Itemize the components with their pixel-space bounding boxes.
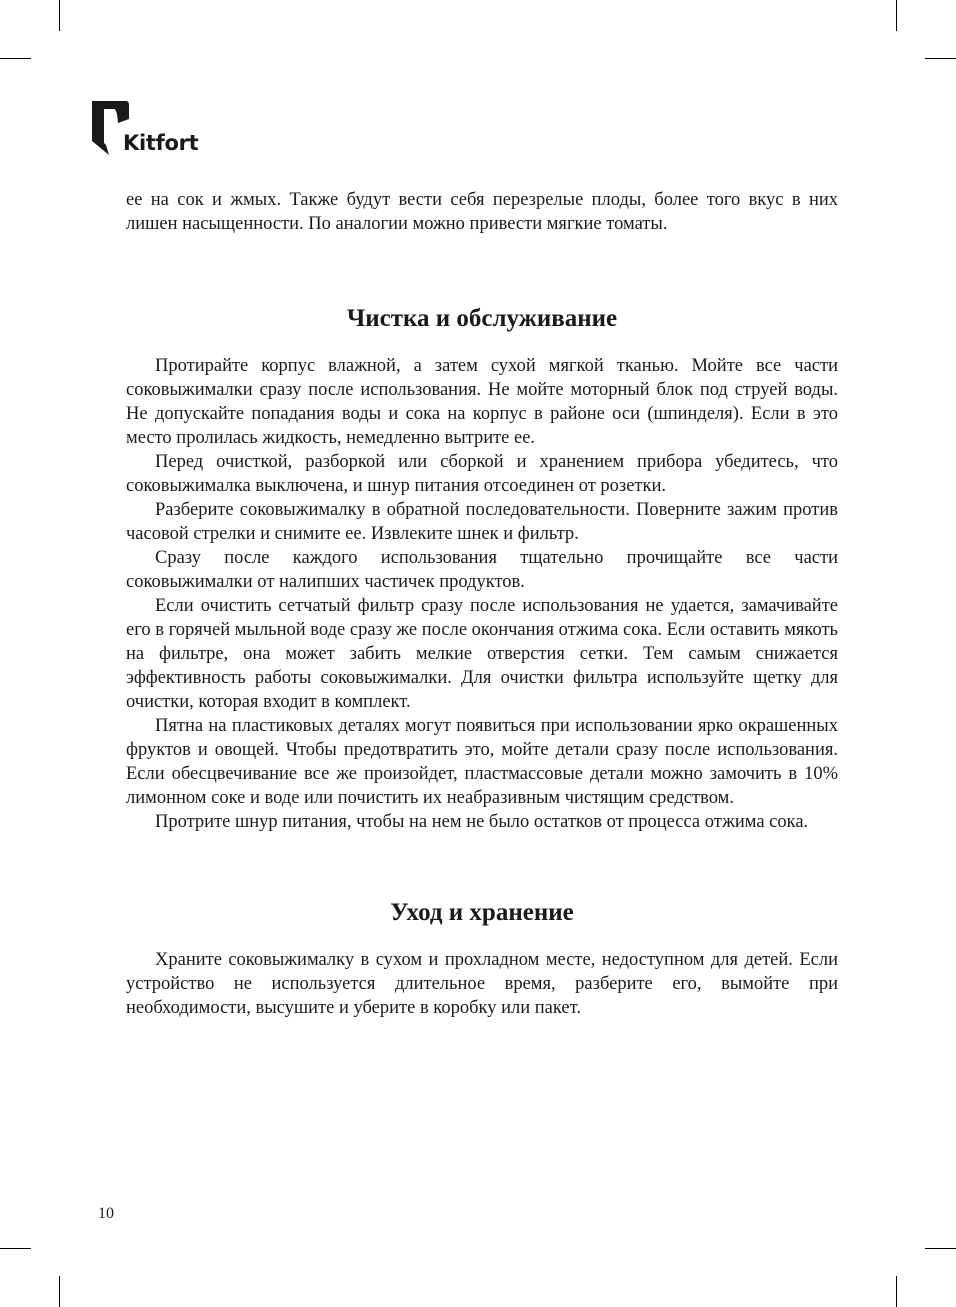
intro-paragraph: ее на сок и жмых. Также будут вести себя перезрелые плоды, более того вкус в них лишен насыщенности. По аналогии можно привести мягкие томаты. [126, 190, 838, 234]
crop-mark-bottom-right-h [925, 1248, 956, 1249]
crop-mark-top-left [59, 0, 60, 31]
cleaning-paragraph-7: Протрите шнур питания, чтобы на нем не было остатков от процесса отжима сока. [155, 812, 809, 832]
crop-mark-bottom-right [896, 1276, 897, 1307]
brand-name: Kitfort [123, 131, 199, 155]
cleaning-paragraph-4: Сразу после каждого использования тщательно прочищайте все части соковыжималки от налипших частичек продуктов. [126, 548, 838, 592]
crop-mark-bottom-left [59, 1276, 60, 1307]
section-title-storage: Уход и хранение [390, 899, 574, 926]
cleaning-paragraph-6: Пятна на пластиковых деталях могут появиться при использовании ярко окрашенных фруктов и овощей. Чтобы предотвратить это, мойте детали сразу после использования. Если обесцвечивание все же произойдет, пластмассовые детали можно замочить в 10% лимонном соке и воде или почистить их неабразивным чистящим средством. [126, 716, 838, 808]
cleaning-paragraph-1: Протирайте корпус влажной, а затем сухой мягкой тканью. Мойте все части соковыжималки сразу после использования. Не мойте моторный блок под струей воды. Не допускайте попадания воды и сока на корпус в районе оси (шпинделя). Если в это место пролилась жидкость, немедленно вытрите ее. [126, 356, 838, 448]
page-content [126, 188, 838, 1020]
cleaning-paragraph-3: Разберите соковыжималку в обратной последовательности. Поверните зажим против часовой стрелки и снимите ее. Извлеките шнек и фильтр. [126, 500, 838, 544]
brand-logo [92, 101, 202, 161]
section-title-cleaning: Чистка и обслуживание [346, 305, 618, 332]
crop-mark-top-right [896, 0, 897, 31]
cleaning-paragraph-5: Если очистить сетчатый фильтр сразу после использования не удается, замачивайте его в горячей мыльной воде сразу же после окончания отжима сока. Если оставить мякоть на фильтре, она может забить мелкие отверстия сетки. Тем самым снижается эффективность работы соковыжималки. Для очистки фильтра используйте щетку для очистки, которая входит в комплект. [126, 596, 838, 712]
storage-paragraph-1: Храните соковыжималку в сухом и прохладном месте, недоступном для детей. Если устройство не используется длительное время, разберите его, вымойте при необходимости, высушите и уберите в коробку или пакет. [126, 950, 838, 1018]
cleaning-paragraph-2: Перед очисткой, разборкой или сборкой и хранением прибора убедитесь, что соковыжималка выключена, и шнур питания отсоединен от розетки. [126, 452, 838, 496]
crop-mark-top-left-h [0, 58, 31, 59]
page-number: 10 [98, 1205, 114, 1222]
crop-mark-top-right-h [925, 58, 956, 59]
crop-mark-bottom-left-h [0, 1248, 31, 1249]
